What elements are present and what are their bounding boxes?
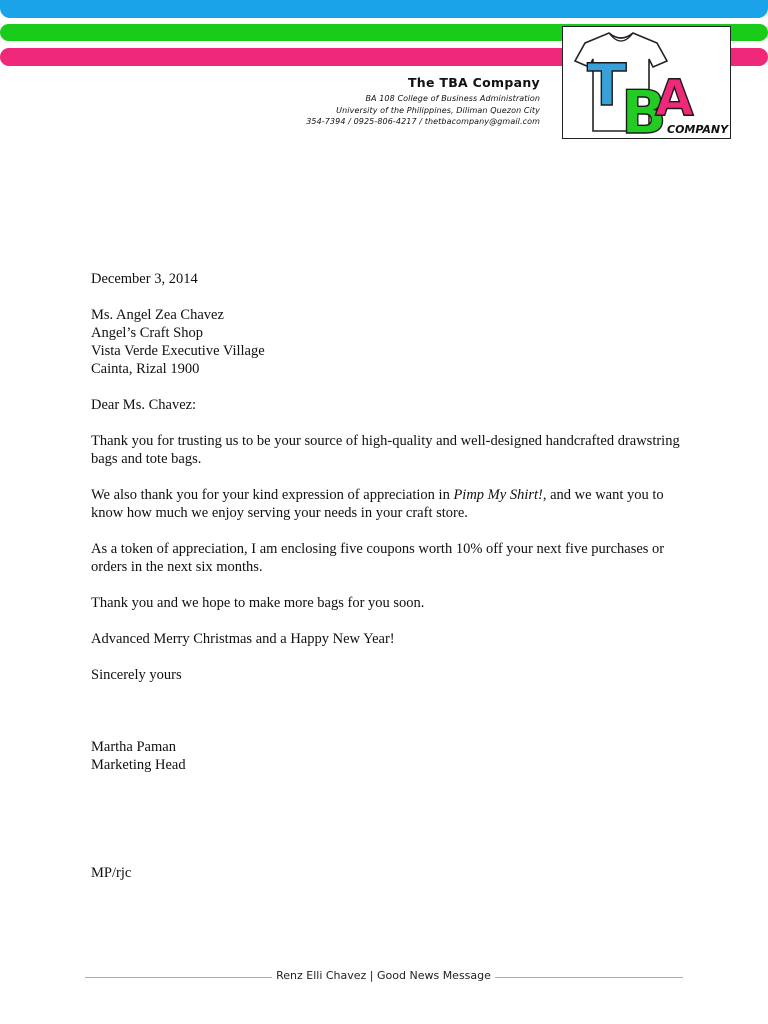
contact-line: 354-7394 / 0925-806-4217 / thetbacompany@gmail.com (306, 117, 540, 126)
closing: Sincerely yours (91, 667, 182, 683)
address-line-2: University of the Philippines, Diliman Quezon City (336, 105, 540, 115)
paragraph-4: Thank you and we hope to make more bags for you soon. (91, 595, 425, 611)
logo-letter-t: T (587, 51, 627, 119)
logo-letter-b: B (621, 78, 667, 140)
paragraph-2-start: We also thank you for your kind expression of appreciation in (91, 487, 454, 503)
logo-letter-a: A (655, 69, 694, 127)
reference-initials: MP/rjc (91, 865, 132, 881)
paragraph-1: Thank you for trusting us to be your source of high-quality and well-designed handcrafted drawstring bags and tote bags. (91, 433, 680, 467)
tshirt-icon (563, 27, 732, 140)
recipient-line: Angel’s Craft Shop (91, 325, 203, 341)
letterhead-company-info (306, 75, 540, 128)
letter-date: December 3, 2014 (91, 271, 198, 287)
footer-divider-right (495, 977, 683, 978)
paragraph-3: As a token of appreciation, I am enclosing five coupons worth 10% off your next five purchases or orders in the next six months. (91, 541, 665, 575)
recipient-line: Ms. Angel Zea Chavez (91, 307, 224, 323)
header-stripe-blue (0, 0, 768, 18)
signer-title: Marketing Head (91, 757, 186, 773)
letter-body (91, 270, 691, 882)
recipient-line: Vista Verde Executive Village (91, 343, 265, 359)
paragraph-2-end: , and we want you to know how much we enjoy serving your needs in your craft store. (91, 487, 664, 521)
footer-divider-left (85, 977, 272, 978)
signer-name: Martha Paman (91, 739, 176, 755)
company-logo (562, 26, 731, 139)
paragraph-2 (91, 486, 691, 522)
campaign-title: Pimp My Shirt! (453, 487, 543, 503)
company-name: The TBA Company (407, 75, 540, 90)
paragraph-5: Advanced Merry Christmas and a Happy New Year! (91, 631, 395, 647)
recipient-line: Cainta, Rizal 1900 (91, 361, 200, 377)
address-line-1: BA 108 College of Business Administration (365, 94, 540, 103)
footer-text: Renz Elli Chavez | Good News Message (276, 969, 491, 982)
logo-word-company: COMPANY (667, 123, 729, 136)
salutation: Dear Ms. Chavez: (91, 397, 197, 413)
